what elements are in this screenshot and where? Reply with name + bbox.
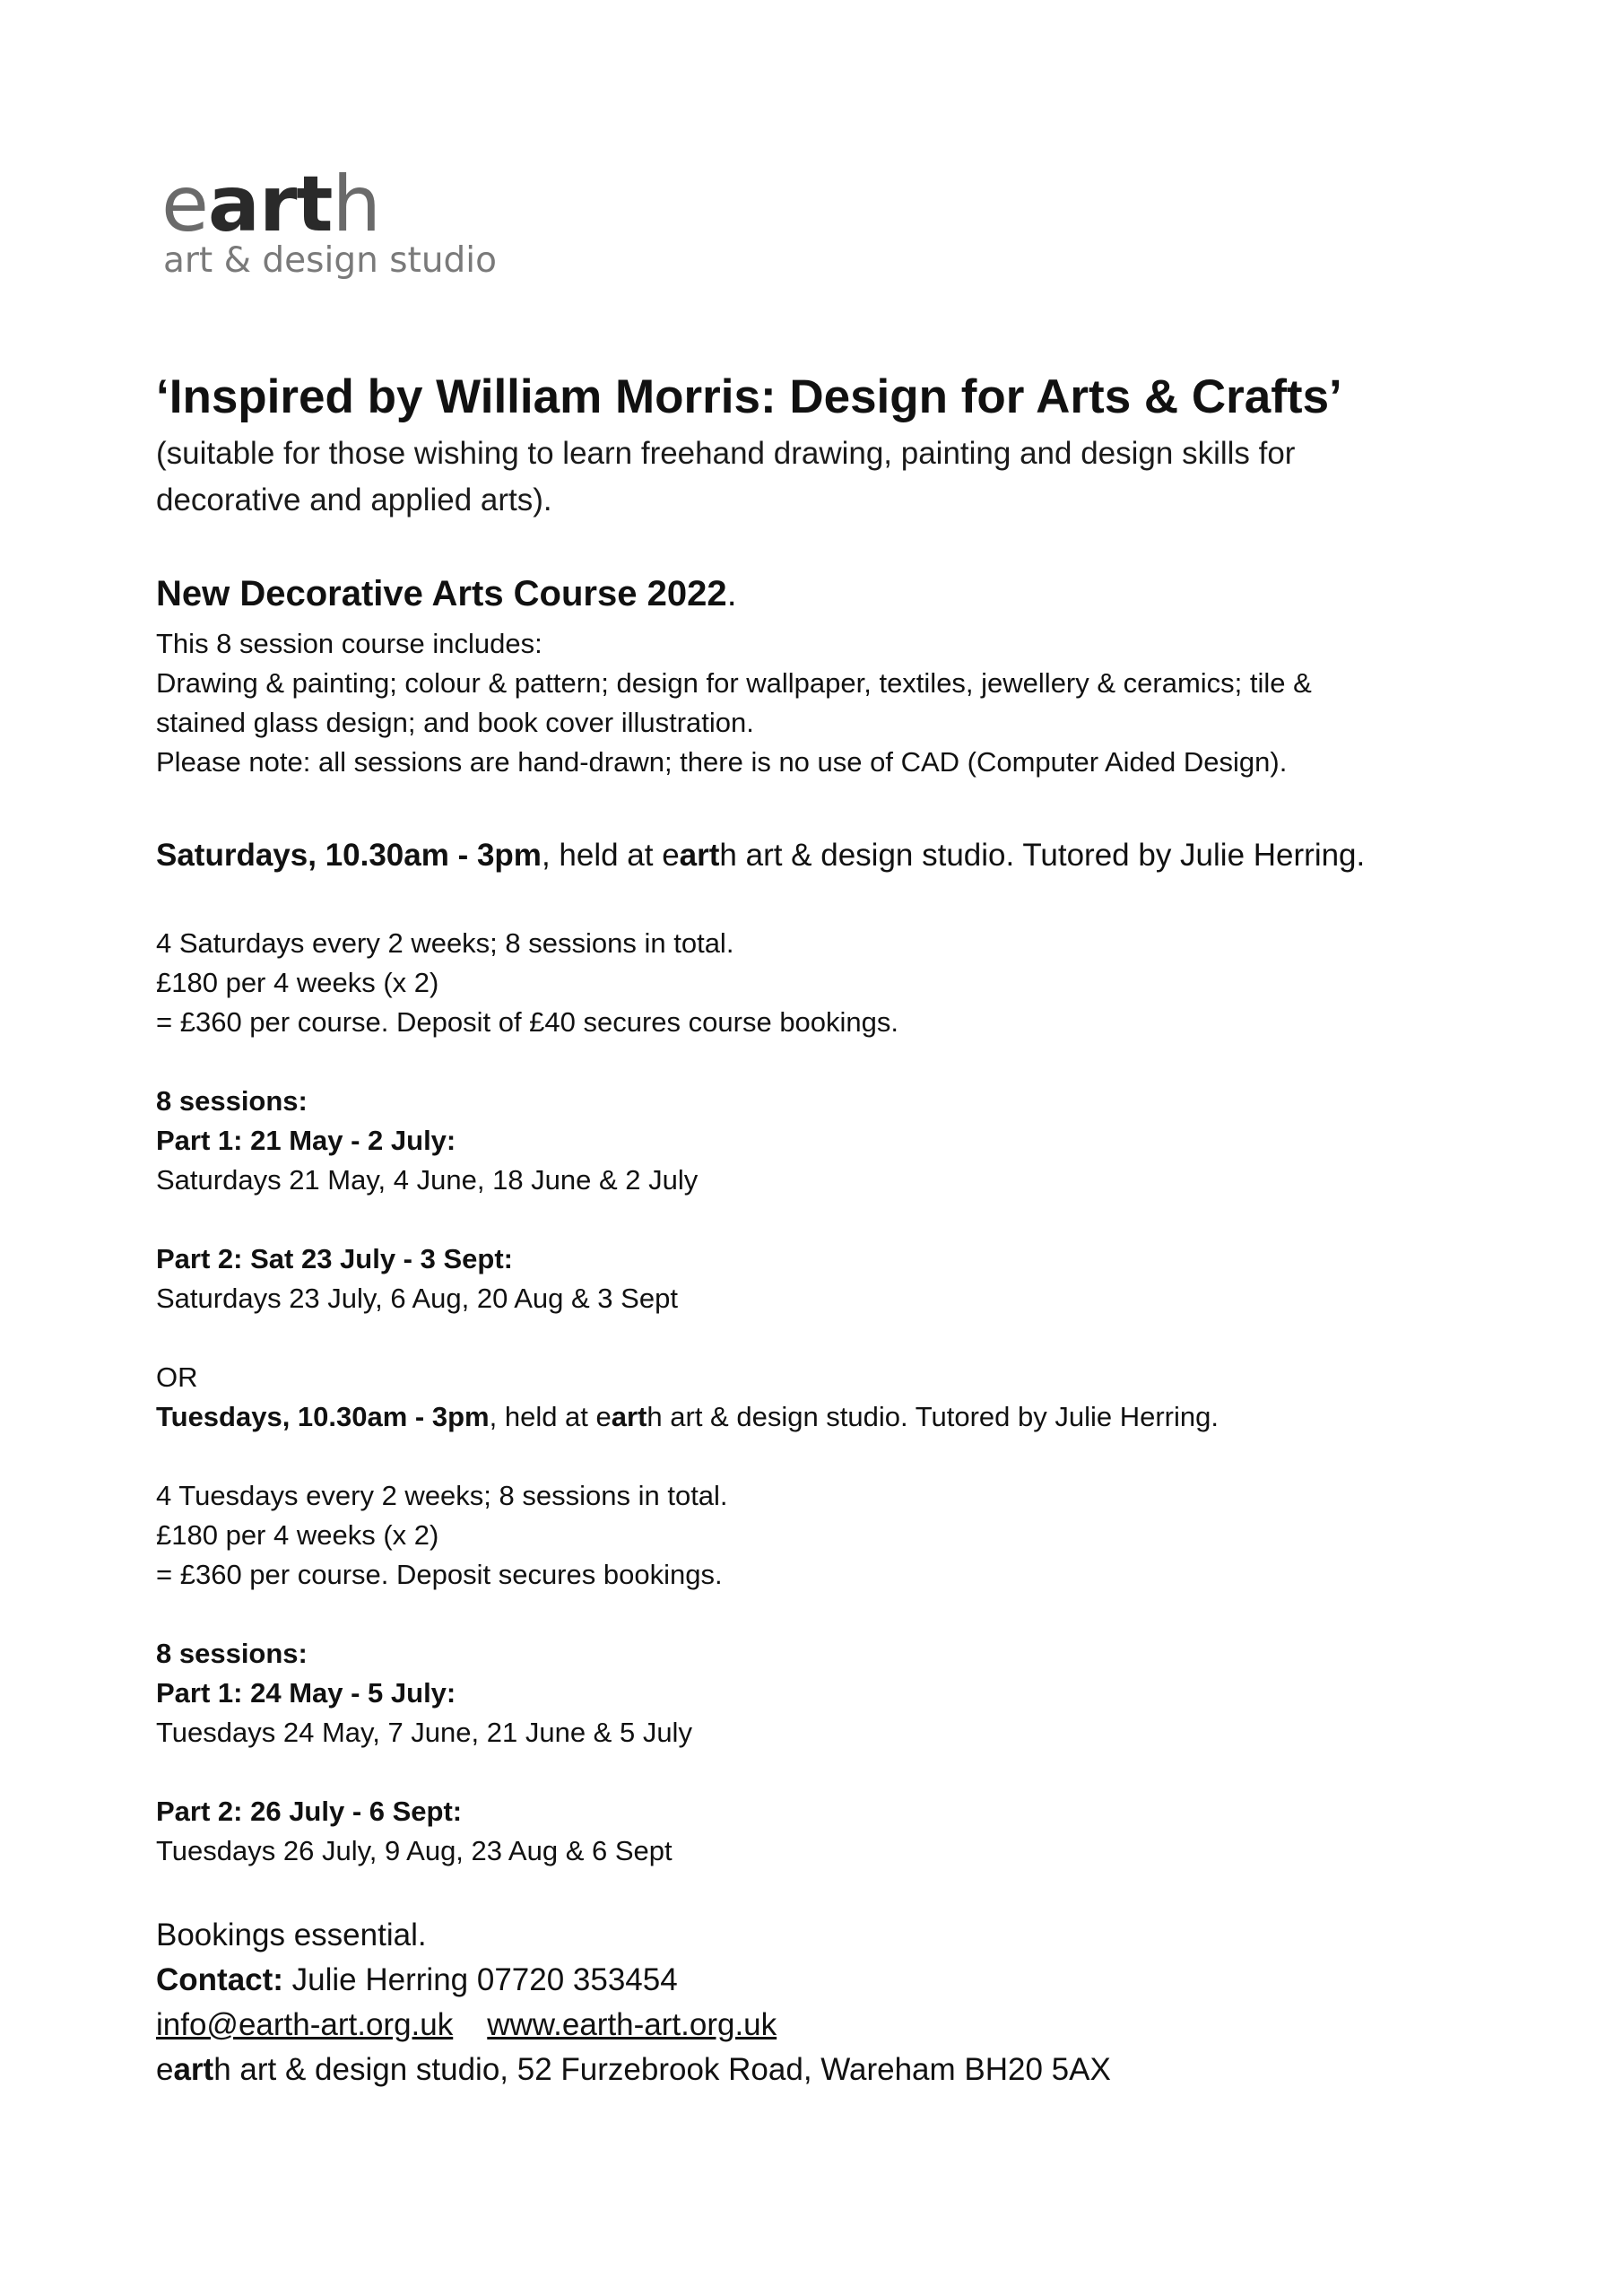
tuesday-schedule-line (156, 1397, 1219, 1437)
logo-wordmark (161, 160, 380, 249)
includes-line-2: Drawing & painting; colour & pattern; design for wallpaper, textiles, jewellery & ceramics; tile & (156, 667, 1312, 699)
logo-word-pre: e (161, 160, 208, 249)
tuesday-sessions-label: 8 sessions: (156, 1638, 308, 1669)
tuesday-held-pre: , held at e (489, 1401, 612, 1432)
earth-logo (161, 160, 520, 291)
address-brand: art (173, 2052, 214, 2087)
tuesday-total: = £360 per course. Deposit secures bookings. (156, 1559, 723, 1590)
website-link[interactable]: www.earth-art.org.uk (487, 2007, 777, 2042)
tuesday-held-brand: art (611, 1401, 647, 1432)
tuesday-part1-dates: Tuesdays 24 May, 7 June, 21 June & 5 July (156, 1717, 692, 1748)
bookings-note: Bookings essential. (156, 1918, 427, 1952)
saturday-held-pre: , held at e (541, 838, 680, 873)
contact-label: Contact: (156, 1962, 283, 1997)
contact-links (156, 2004, 777, 2047)
address-post: h art & design studio, 52 Furzebrook Road, Wareham BH20 5AX (213, 2052, 1111, 2087)
address-pre: e (156, 2052, 174, 2087)
saturday-held-brand: art (679, 838, 720, 873)
saturday-sessions-label: 8 sessions: (156, 1085, 308, 1117)
tuesday-frequency: 4 Tuesdays every 2 weeks; 8 sessions in total. (156, 1480, 728, 1511)
logo-word-post: h (332, 160, 380, 249)
course-heading (156, 574, 737, 614)
includes-line-3: stained glass design; and book cover illustration. (156, 707, 754, 738)
tuesday-part1-label: Part 1: 24 May - 5 July: (156, 1677, 456, 1709)
tuesday-when: Tuesdays, 10.30am - 3pm (156, 1401, 490, 1432)
saturday-held-post: h art & design studio. Tutored by Julie Herring. (719, 838, 1366, 873)
tuesday-held-post: h art & design studio. Tutored by Julie Herring. (647, 1401, 1219, 1432)
contact-line (156, 1959, 678, 2002)
tuesday-part2-dates: Tuesdays 26 July, 9 Aug, 23 Aug & 6 Sept (156, 1835, 673, 1866)
saturday-schedule-line (156, 834, 1365, 877)
tuesday-price: £180 per 4 weeks (x 2) (156, 1519, 439, 1551)
intro-line-2: decorative and applied arts). (156, 483, 552, 517)
course-heading-dot: . (726, 574, 737, 613)
tuesday-part2-label: Part 2: 26 July - 6 Sept: (156, 1796, 463, 1827)
saturday-part1-label: Part 1: 21 May - 2 July: (156, 1125, 456, 1156)
studio-address (156, 2048, 1111, 2092)
or-separator: OR (156, 1361, 198, 1393)
contact-name-phone: Julie Herring 07720 353454 (282, 1962, 678, 1997)
intro-line-1: (suitable for those wishing to learn freehand drawing, painting and design skills for (156, 436, 1296, 471)
saturday-part2-dates: Saturdays 23 July, 6 Aug, 20 Aug & 3 Sept (156, 1283, 678, 1314)
includes-line-1: This 8 session course includes: (156, 628, 542, 659)
page-title: ‘Inspired by William Morris: Design for Arts & Crafts’ (156, 370, 1342, 423)
logo-word-mid: art (207, 160, 333, 249)
saturday-when: Saturdays, 10.30am - 3pm (156, 838, 542, 873)
saturday-total: = £360 per course. Deposit of £40 secures course bookings. (156, 1006, 899, 1038)
saturday-price: £180 per 4 weeks (x 2) (156, 967, 439, 998)
course-heading-text: New Decorative Arts Course 2022 (156, 574, 727, 613)
logo-subtitle: art & design studio (163, 240, 497, 281)
includes-line-4: Please note: all sessions are hand-drawn; there is no use of CAD (Computer Aided Design). (156, 746, 1288, 778)
saturday-part1-dates: Saturdays 21 May, 4 June, 18 June & 2 July (156, 1164, 699, 1196)
email-link[interactable]: info@earth-art.org.uk (156, 2007, 454, 2042)
saturday-frequency: 4 Saturdays every 2 weeks; 8 sessions in total. (156, 927, 734, 959)
saturday-part2-label: Part 2: Sat 23 July - 3 Sept: (156, 1243, 513, 1274)
